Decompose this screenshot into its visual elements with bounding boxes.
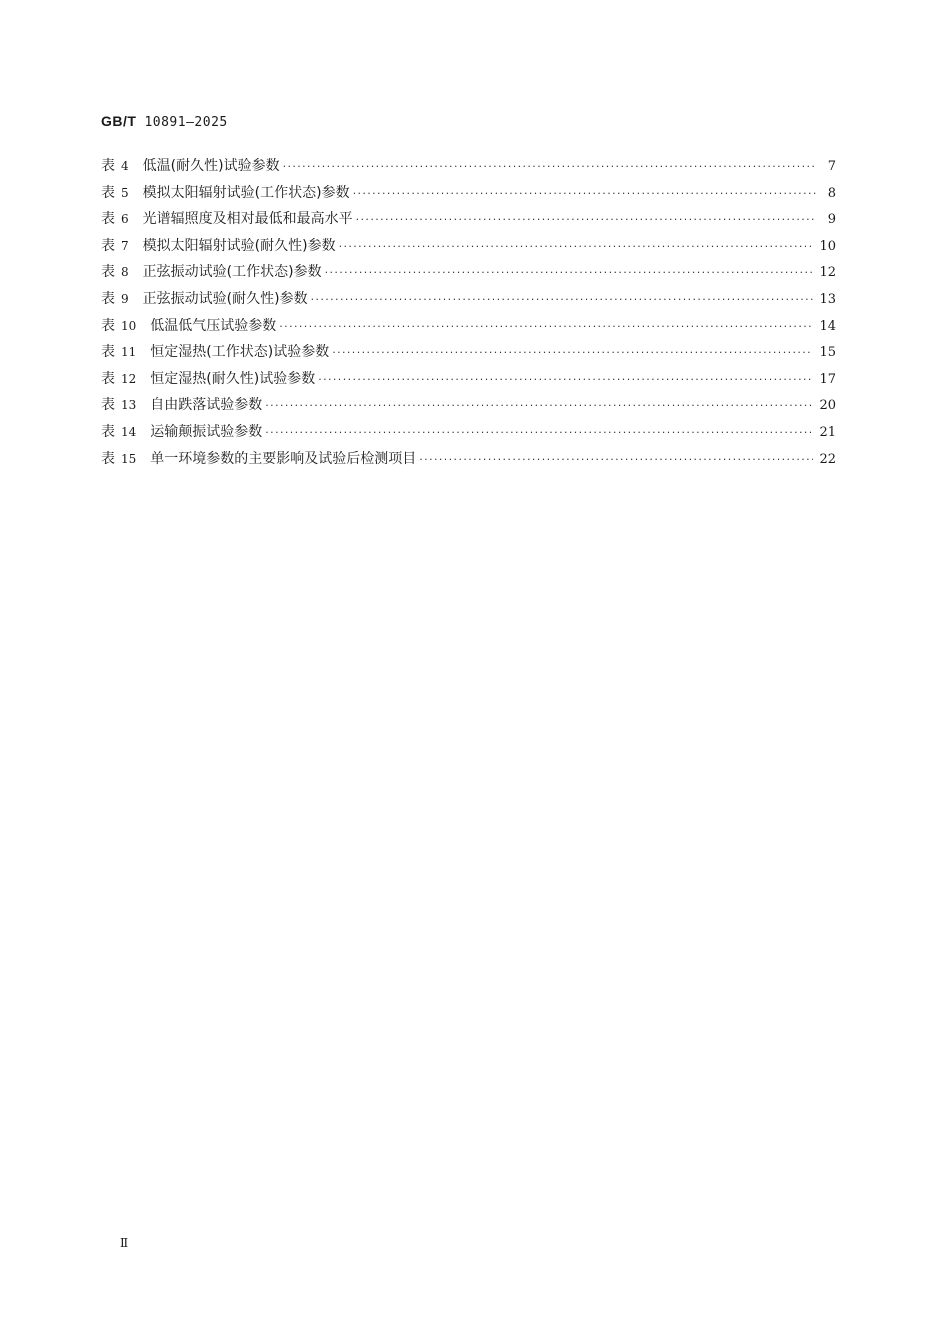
toc-entry-page: 14: [819, 318, 836, 334]
toc-entry[interactable]: [101, 341, 836, 368]
toc-entry-title: 低温(耐久性)试验参数: [142, 158, 280, 174]
toc-entry[interactable]: [101, 235, 836, 262]
toc-entry-page: 9: [827, 212, 836, 228]
toc-entry-number: 7: [121, 238, 129, 253]
toc-entry-title: 自由跌落试验参数: [150, 397, 263, 414]
toc-entry-prefix: 表: [101, 370, 115, 387]
toc-entry-number: 11: [121, 345, 137, 360]
document-header: [101, 113, 228, 130]
toc-dot-leader: [325, 262, 814, 284]
toc-entry-prefix: 表: [101, 290, 115, 307]
toc-dot-leader: [356, 209, 816, 231]
toc-entry-title: 模拟太阳辐射试验(工作状态)参数: [142, 184, 350, 201]
toc-entry-prefix: 表: [101, 397, 115, 414]
toc-dot-leader: [283, 156, 816, 178]
toc-entry-page: 7: [827, 159, 836, 174]
toc-entry-number: 14: [121, 424, 137, 439]
toc-entry[interactable]: [101, 315, 836, 342]
toc-entry-title: 单一环境参数的主要影响及试验后检测项目: [150, 450, 417, 467]
toc-entry-number: 13: [121, 398, 137, 413]
toc-entry-title: 模拟太阳辐射试验(耐久性)参数: [142, 237, 336, 254]
toc-entry-number: 8: [121, 265, 129, 280]
table-of-contents: [101, 155, 836, 474]
toc-entry[interactable]: [101, 421, 836, 448]
toc-dot-leader: [311, 289, 814, 311]
toc-entry-title: 正弦振动试验(工作状态)参数: [142, 264, 322, 281]
toc-dot-leader: [265, 395, 813, 417]
toc-dot-leader: [265, 422, 813, 444]
toc-entry[interactable]: [101, 155, 836, 182]
toc-entry-prefix: 表: [101, 423, 115, 440]
toc-dot-leader: [419, 449, 813, 471]
toc-entry-prefix: 表: [101, 450, 115, 467]
toc-entry-prefix: 表: [101, 158, 115, 174]
toc-entry-number: 12: [121, 371, 137, 386]
toc-entry-number: 5: [121, 185, 129, 200]
toc-entry-page: 10: [819, 238, 836, 254]
toc-entry-title: 运输颠振试验参数: [150, 423, 263, 440]
toc-entry-number: 15: [121, 451, 137, 466]
standard-number: 10891—2025: [144, 115, 228, 130]
toc-entry-page: 13: [819, 291, 836, 307]
toc-entry-page: 20: [819, 398, 836, 414]
toc-dot-leader: [279, 316, 813, 338]
toc-entry[interactable]: [101, 394, 836, 421]
toc-entry-page: 22: [819, 451, 836, 467]
toc-entry[interactable]: [101, 261, 836, 288]
page-number: Ⅱ: [120, 1236, 129, 1250]
toc-entry-title: 恒定湿热(工作状态)试验参数: [150, 344, 330, 361]
toc-entry-title: 恒定湿热(耐久性)试验参数: [150, 370, 316, 387]
toc-entry-prefix: 表: [101, 237, 115, 254]
toc-entry[interactable]: [101, 368, 836, 395]
toc-entry-page: 8: [827, 185, 836, 201]
toc-entry-prefix: 表: [101, 344, 115, 361]
toc-entry-page: 12: [819, 265, 836, 281]
standard-code: GB/T: [101, 113, 137, 129]
toc-dot-leader: [332, 342, 813, 364]
toc-entry[interactable]: [101, 208, 836, 235]
toc-entry-title: 正弦振动试验(耐久性)参数: [142, 290, 308, 307]
toc-entry-prefix: 表: [101, 317, 115, 334]
toc-entry-number: 6: [121, 212, 129, 227]
toc-entry[interactable]: [101, 288, 836, 315]
toc-entry-page: 17: [819, 371, 836, 387]
toc-entry-title: 光谱辐照度及相对最低和最高水平: [142, 211, 353, 228]
toc-entry[interactable]: [101, 182, 836, 209]
toc-entry-number: 4: [121, 159, 129, 173]
toc-entry-number: 10: [121, 318, 137, 333]
toc-entry[interactable]: [101, 448, 836, 475]
toc-entry-prefix: 表: [101, 264, 115, 281]
toc-entry-number: 9: [121, 291, 129, 306]
toc-dot-leader: [318, 369, 813, 391]
toc-dot-leader: [339, 236, 814, 258]
toc-entry-title: 低温低气压试验参数: [150, 317, 277, 334]
toc-dot-leader: [353, 183, 816, 205]
toc-entry-page: 15: [819, 345, 836, 361]
toc-entry-prefix: 表: [101, 211, 115, 228]
toc-entry-prefix: 表: [101, 184, 115, 201]
toc-entry-page: 21: [819, 424, 836, 440]
